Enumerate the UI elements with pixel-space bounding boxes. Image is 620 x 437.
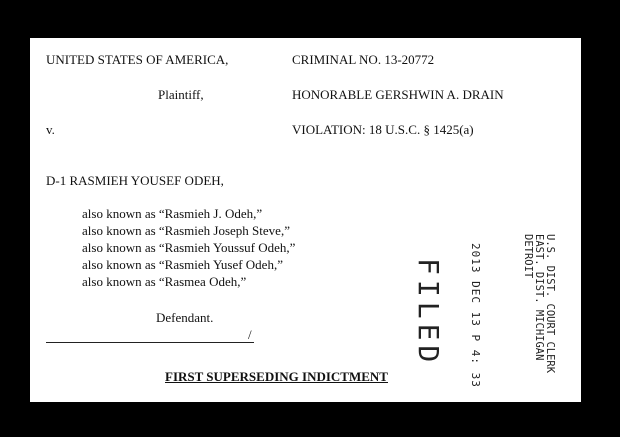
plaintiff-label: Plaintiff, (158, 87, 204, 102)
indictment-page (30, 38, 581, 402)
criminal-number: CRIMINAL NO. 13-20772 (292, 52, 435, 67)
alias-line: also known as “Rasmieh Youssuf Odeh,” (82, 240, 296, 255)
caption-country: UNITED STATES OF AMERICA, (46, 52, 229, 67)
document-title: FIRST SUPERSEDING INDICTMENT (165, 369, 388, 384)
alias-line: also known as “Rasmieh J. Odeh,” (82, 206, 263, 221)
defendant-label: Defendant. (156, 310, 214, 325)
judge-name: HONORABLE GERSHWIN A. DRAIN (292, 87, 504, 102)
violation-citation: VIOLATION: 18 U.S.C. § 1425(a) (292, 122, 474, 137)
clerk-stamp-line: DETROIT (522, 234, 534, 279)
clerk-stamp-line: U.S. DIST. COURT CLERK (544, 234, 556, 374)
clerk-stamp-line: EAST. DIST. MICHIGAN (533, 234, 545, 361)
alias-line: also known as “Rasmieh Joseph Steve,” (82, 223, 290, 238)
defendant-name: D-1 RASMIEH YOUSEF ODEH, (46, 173, 224, 188)
versus-label: v. (46, 122, 55, 137)
clerk-stamp (522, 234, 555, 373)
alias-line: also known as “Rasmea Odeh,” (82, 274, 247, 289)
filed-date-stamp: 2013 DEC 13 P 4: 33 (469, 243, 482, 388)
signature-line (46, 342, 254, 343)
signature-tick: / (248, 327, 252, 342)
alias-line: also known as “Rasmieh Yusef Odeh,” (82, 257, 283, 272)
filed-stamp: FILED (412, 258, 445, 368)
